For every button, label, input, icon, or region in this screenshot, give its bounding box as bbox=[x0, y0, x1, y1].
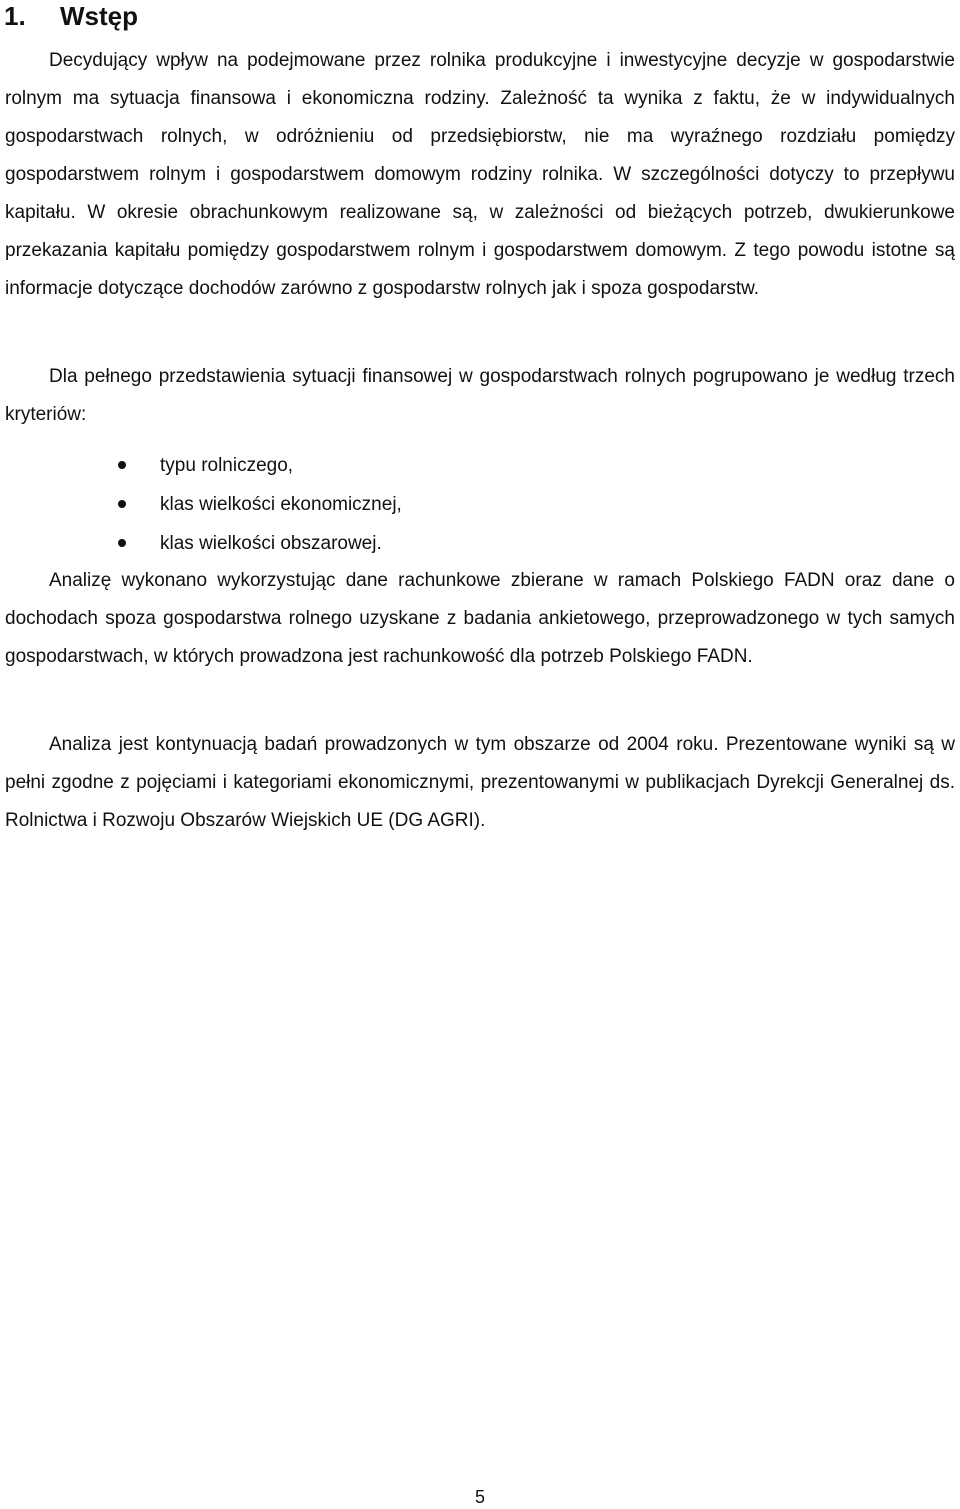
list-item-text: klas wielkości ekonomicznej, bbox=[160, 494, 402, 515]
page-number: 5 bbox=[474, 1487, 485, 1507]
list-item bbox=[0, 446, 402, 485]
list-item bbox=[0, 485, 402, 524]
paragraph-continuation: Analiza jest kontynuacją badań prowadzonych w tym obszarze od 2004 roku. Prezentowane wyniki są w pełni zgodne z pojęciami i kategoriami ekonomicznymi, prezentowanymi w publikacjach Dyrekcji Generalnej ds. Rolnictwa i Rozwoju Obszarów Wiejskich UE (DG AGRI). bbox=[5, 734, 955, 831]
section-heading bbox=[4, 0, 138, 34]
criteria-list bbox=[0, 446, 402, 563]
bullet-icon bbox=[118, 539, 126, 547]
list-item bbox=[0, 524, 402, 563]
paragraph-intro: Decydujący wpływ na podejmowane przez rolnika produkcyjne i inwestycyjne decyzje w gospodarstwie rolnym ma sytuacja finansowa i ekonomiczna rodziny. Zależność ta wynika z faktu, że w indywidualnych gospodarstwach rolnych, w odróżnieniu od przedsiębiorstw, nie ma wyraźnego rozdziału pomiędzy gospodarstwem rolnym i gospodarstwem domowym rodziny rolnika. W szczególności dotyczy to przepływu kapitału. W okresie obrachunkowym realizowane są, w zależności od bieżących potrzeb, dwukierunkowe przekazania kapitału pomiędzy gospodarstwem rolnym i gospodarstwem domowym. Z tego powodu istotne są informacje dotyczące dochodów zarówno z gospodarstw rolnych jak i spoza gospodarstw. bbox=[5, 50, 955, 299]
list-item-text: typu rolniczego, bbox=[160, 455, 294, 476]
bullet-icon bbox=[118, 500, 126, 508]
bullet-icon bbox=[118, 461, 126, 469]
list-item-text: klas wielkości obszarowej. bbox=[160, 533, 382, 554]
paragraph-analysis: Analizę wykonano wykorzystując dane rachunkowe zbierane w ramach Polskiego FADN oraz dane o dochodach spoza gospodarstwa rolnego uzyskane z badania ankietowego, przeprowadzonego w tych samych gospodarstwach, w których prowadzona jest rachunkowość dla potrzeb Polskiego FADN. bbox=[5, 570, 955, 667]
paragraph-grouping: Dla pełnego przedstawienia sytuacji finansowej w gospodarstwach rolnych pogrupowano je według trzech kryteriów: bbox=[5, 366, 955, 425]
section-title: Wstęp bbox=[60, 1, 138, 31]
section-number: 1. bbox=[4, 1, 26, 31]
